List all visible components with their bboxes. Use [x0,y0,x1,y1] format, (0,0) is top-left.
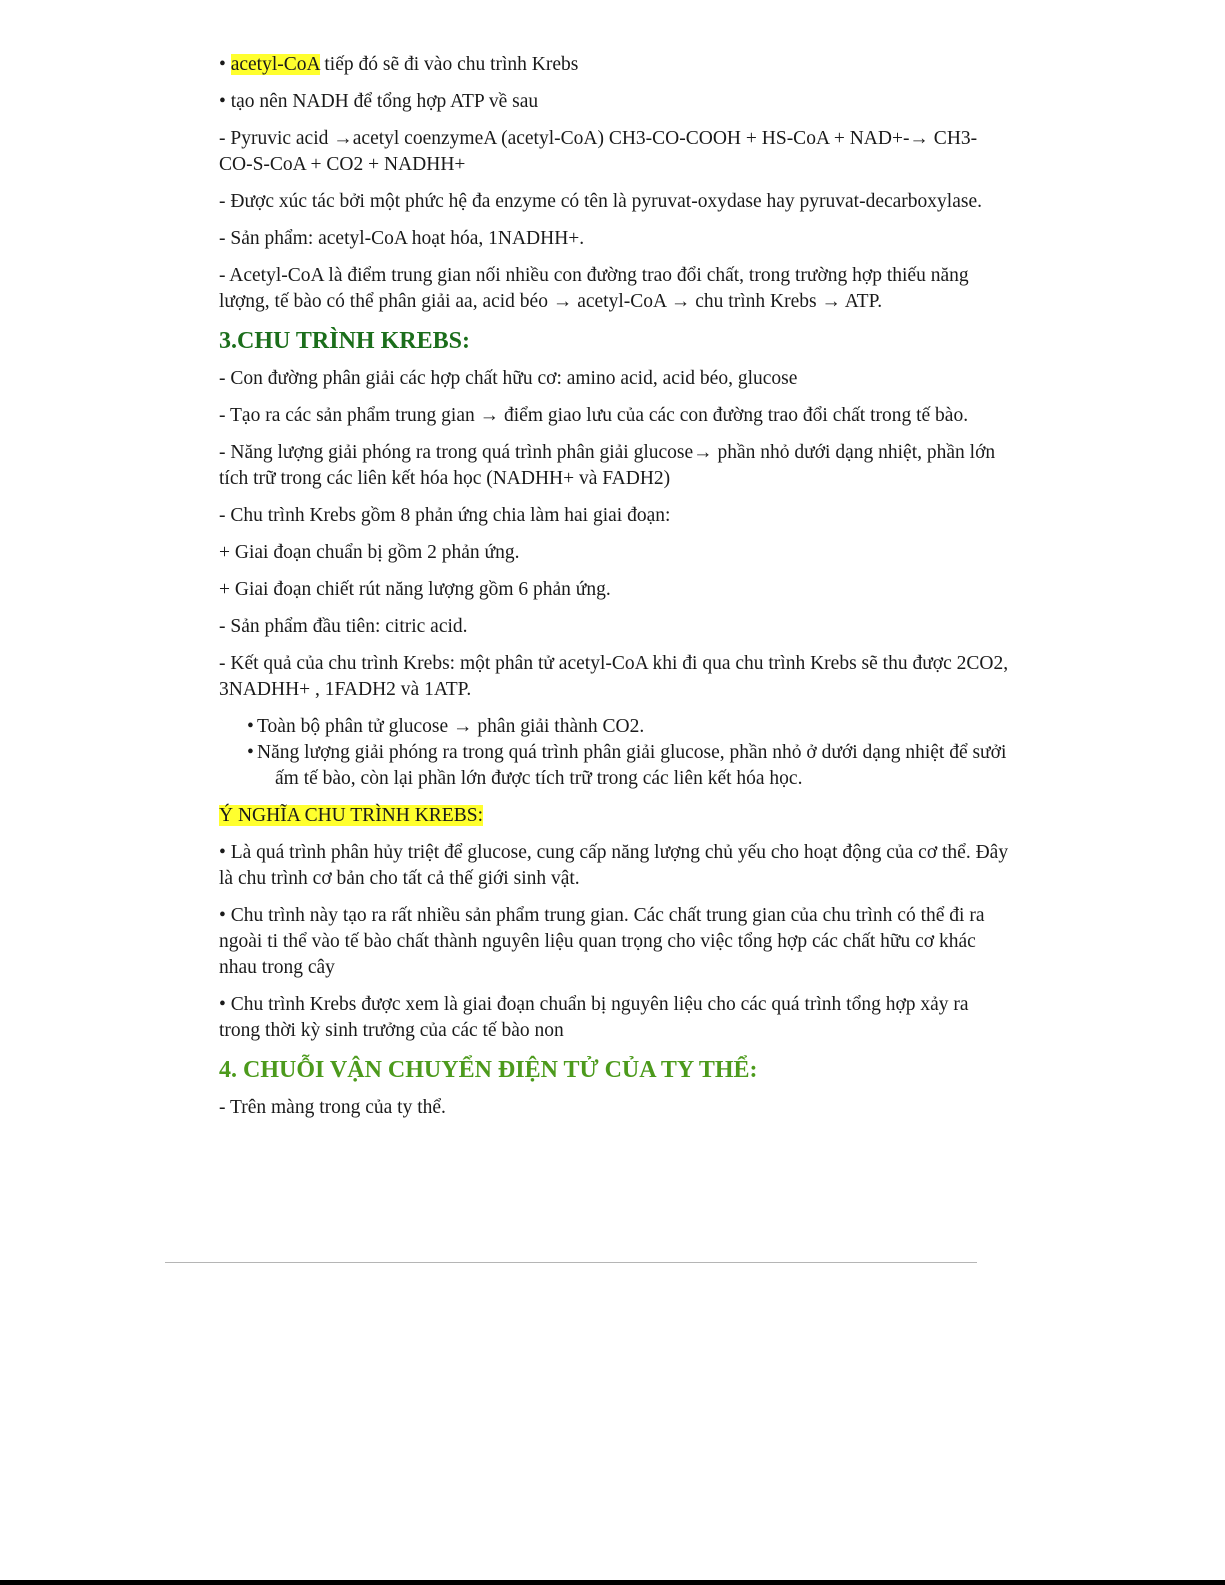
paragraph-growth-preparation: • Chu trình Krebs được xem là giai đoạn chuẩn bị nguyên liệu cho các quá trình tổng hợp xảy ra trong thời kỳ sinh trưởng của các tế bào non [219,994,969,1041]
page-divider [165,1262,977,1263]
paragraph-acetyl-coa-intermediate: - Acetyl-CoA là điểm trung gian nối nhiều con đường trao đổi chất, trong trường hợp thiếu năng lượng, tế bào có thể phân giải aa, acid béo → acetyl-CoA → chu trình Krebs → ATP. [219,265,969,312]
paragraph-product: - Sản phẩm: acetyl-CoA hoạt hóa, 1NADHH+. [219,228,585,249]
highlighted-term: acetyl-CoA [230,54,320,75]
paragraph-eight-reactions: - Chu trình Krebs gồm 8 phản ứng chia làm hai giai đoạn: [219,505,671,526]
bullet: • [247,742,254,763]
paragraph-enzyme-complex: - Được xúc tác bởi một phức hệ đa enzyme có tên là pyruvat-oxydase hay pyruvat-decarboxylase. [219,191,982,212]
section-heading-electron-transport: 4. CHUỖI VẬN CHUYỂN ĐIỆN TỬ CỦA TY THỂ: [219,1057,758,1083]
paragraph-krebs-result: - Kết quả của chu trình Krebs: một phân tử acetyl-CoA khi đi qua chu trình Krebs sẽ thu được 2CO2, 3NADHH+ , 1FADH2 và 1ATP. [219,653,1009,700]
list-item-text: Năng lượng giải phóng ra trong quá trình phân giải glucose, phần nhỏ ở dưới dạng nhiệt để sưởi ấm tế bào, còn lại phần lớn được tích trữ trong các liên kết hóa học. [257,742,1007,789]
bullet: • [219,54,231,75]
paragraph-glucose-breakdown: • Là quá trình phân hủy triệt để glucose, cung cấp năng lượng chủ yếu cho hoạt động của cơ thể. Đây là chu trình cơ bản cho tất cả thế giới sinh vật. [219,842,1009,889]
highlighted-heading-krebs-meaning [219,803,1009,829]
paragraph-preparation-phase: + Giai đoạn chuẩn bị gồm 2 phản ứng. [219,542,520,563]
section-heading-krebs: 3.CHU TRÌNH KREBS: [219,328,470,354]
bottom-edge-bar [0,1580,1225,1585]
paragraph-inner-membrane: - Trên màng trong của ty thể. [219,1097,446,1118]
paragraph-energy-release: - Năng lượng giải phóng ra trong quá trình phân giải glucose→ phần nhỏ dưới dạng nhiệt, phần lớn tích trữ trong các liên kết hóa học (NADHH+ và FADH2) [219,442,996,489]
paragraph-first-product: - Sản phẩm đầu tiên: citric acid. [219,616,468,637]
paragraph-catabolic-pathway: - Con đường phân giải các hợp chất hữu cơ: amino acid, acid béo, glucose [219,368,798,389]
document-body [219,52,1009,1132]
paragraph-acetyl-coa-krebs [219,52,1009,78]
list-item [219,714,1009,740]
paragraph-text: tiếp đó sẽ đi vào chu trình Krebs [319,54,579,75]
paragraph-intermediate-products: • Chu trình này tạo ra rất nhiều sản phẩm trung gian. Các chất trung gian của chu trình có thể đi ra ngoài ti thể vào tế bào chất thành nguyên liệu quan trọng cho việc tổng hợp các chất hữu cơ khác nhau trong cây [219,905,985,978]
list-item [219,740,1009,792]
paragraph-extraction-phase: + Giai đoạn chiết rút năng lượng gồm 6 phản ứng. [219,579,611,600]
list-item-text: Toàn bộ phân tử glucose → phân giải thành CO2. [257,716,645,737]
paragraph-intermediates: - Tạo ra các sản phẩm trung gian → điểm giao lưu của các con đường trao đổi chất trong tế bào. [219,405,969,426]
paragraph-nadh: • tạo nên NADH để tổng hợp ATP về sau [219,91,539,112]
bullet: • [247,716,254,737]
result-list [219,714,1009,792]
highlighted-heading-text: Ý NGHĨA CHU TRÌNH KREBS: [219,805,483,826]
paragraph-pyruvic-reaction: - Pyruvic acid →acetyl coenzymeA (acetyl-CoA) CH3-CO-COOH + HS-CoA + NAD+-→ CH3-CO-S-CoA + CO2 + NADHH+ [219,128,978,175]
